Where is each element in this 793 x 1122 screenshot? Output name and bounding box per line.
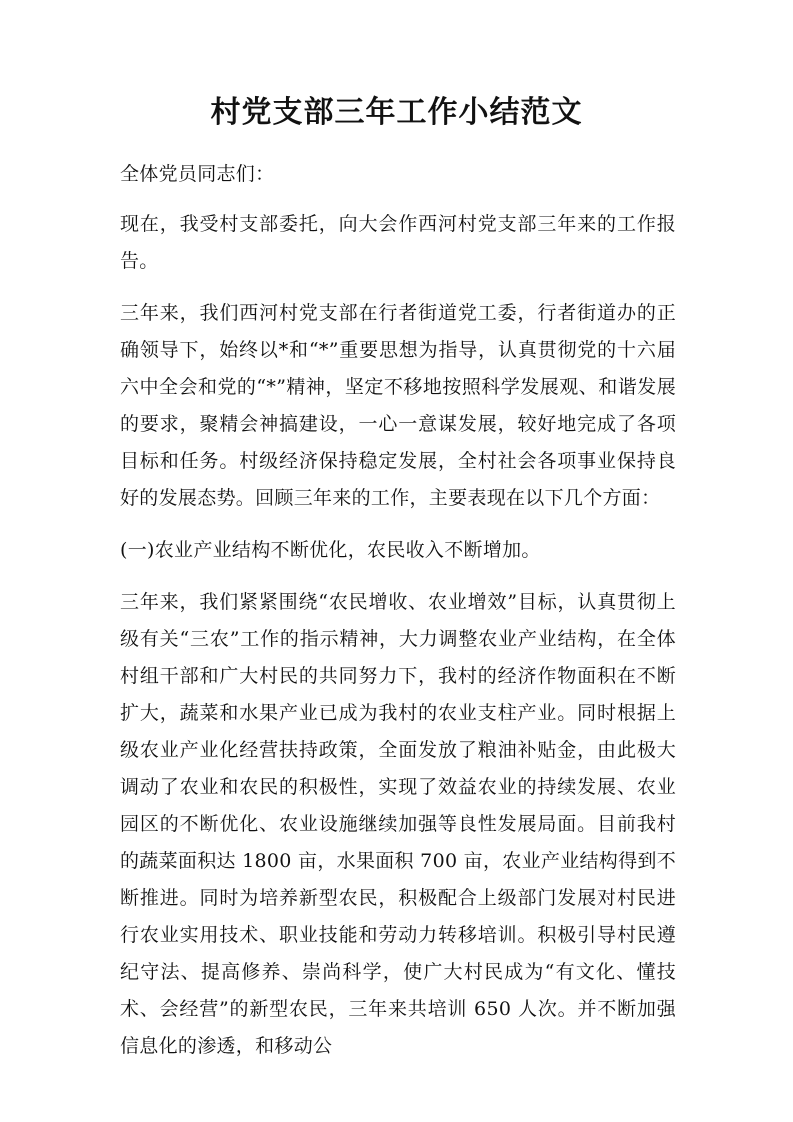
section-heading: (一)农业产业结构不断优化，农民收入不断增加。 xyxy=(120,539,541,561)
document-body xyxy=(120,156,676,1080)
document-title: 村党支部三年工作小结范文 xyxy=(210,95,583,130)
salutation: 全体党员同志们： xyxy=(120,163,275,185)
paragraph-intro: 现在，我受村支部委托，向大会作西河村党支部三年来的工作报告。 xyxy=(120,213,676,272)
paragraph-overview: 三年来，我们西河村党支部在行者街道党工委，行者街道办的正确领导下，始终以*和“*”重要思想为指导，认真贯彻党的十六届六中全会和党的“*”精神，坚定不移地按照科学发展观、和谐发展的要求，聚精会神搞建设，一心一意谋发展，较好地完成了各项目标和任务。村级经济保持稳定发展，全村社会各项事业保持良好的发展态势。回顾三年来的工作，主要表现在以下几个方面： xyxy=(120,302,676,509)
section-paragraph: 三年来，我们紧紧围绕“农民增收、农业增效”目标，认真贯彻上级有关“三农”工作的指示精神，大力调整农业产业结构，在全体村组干部和广大村民的共同努力下，我村的经济作物面积在不断扩大，蔬菜和水果产业已成为我村的农业支柱产业。同时根据上级农业产业化经营扶持政策，全面发放了粮油补贴金，由此极大调动了农业和农民的积极性，实现了效益农业的持续发展、农业园区的不断优化、农业设施继续加强等良性发展局面。目前我村的蔬菜面积达 1800 亩，水果面积 700 亩，农业产业结构得到不断推进。同时为培养新型农民，积极配合上级部门发展对村民进行农业实用技术、职业技能和劳动力转移培训。积极引导村民遵纪守法、提高修养、崇尚科学，使广大村民成为“有文化、懂技术、会经营”的新型农民，三年来共培训 650 人次。并不断加强信息化的渗透，和移动公 xyxy=(120,591,676,1057)
